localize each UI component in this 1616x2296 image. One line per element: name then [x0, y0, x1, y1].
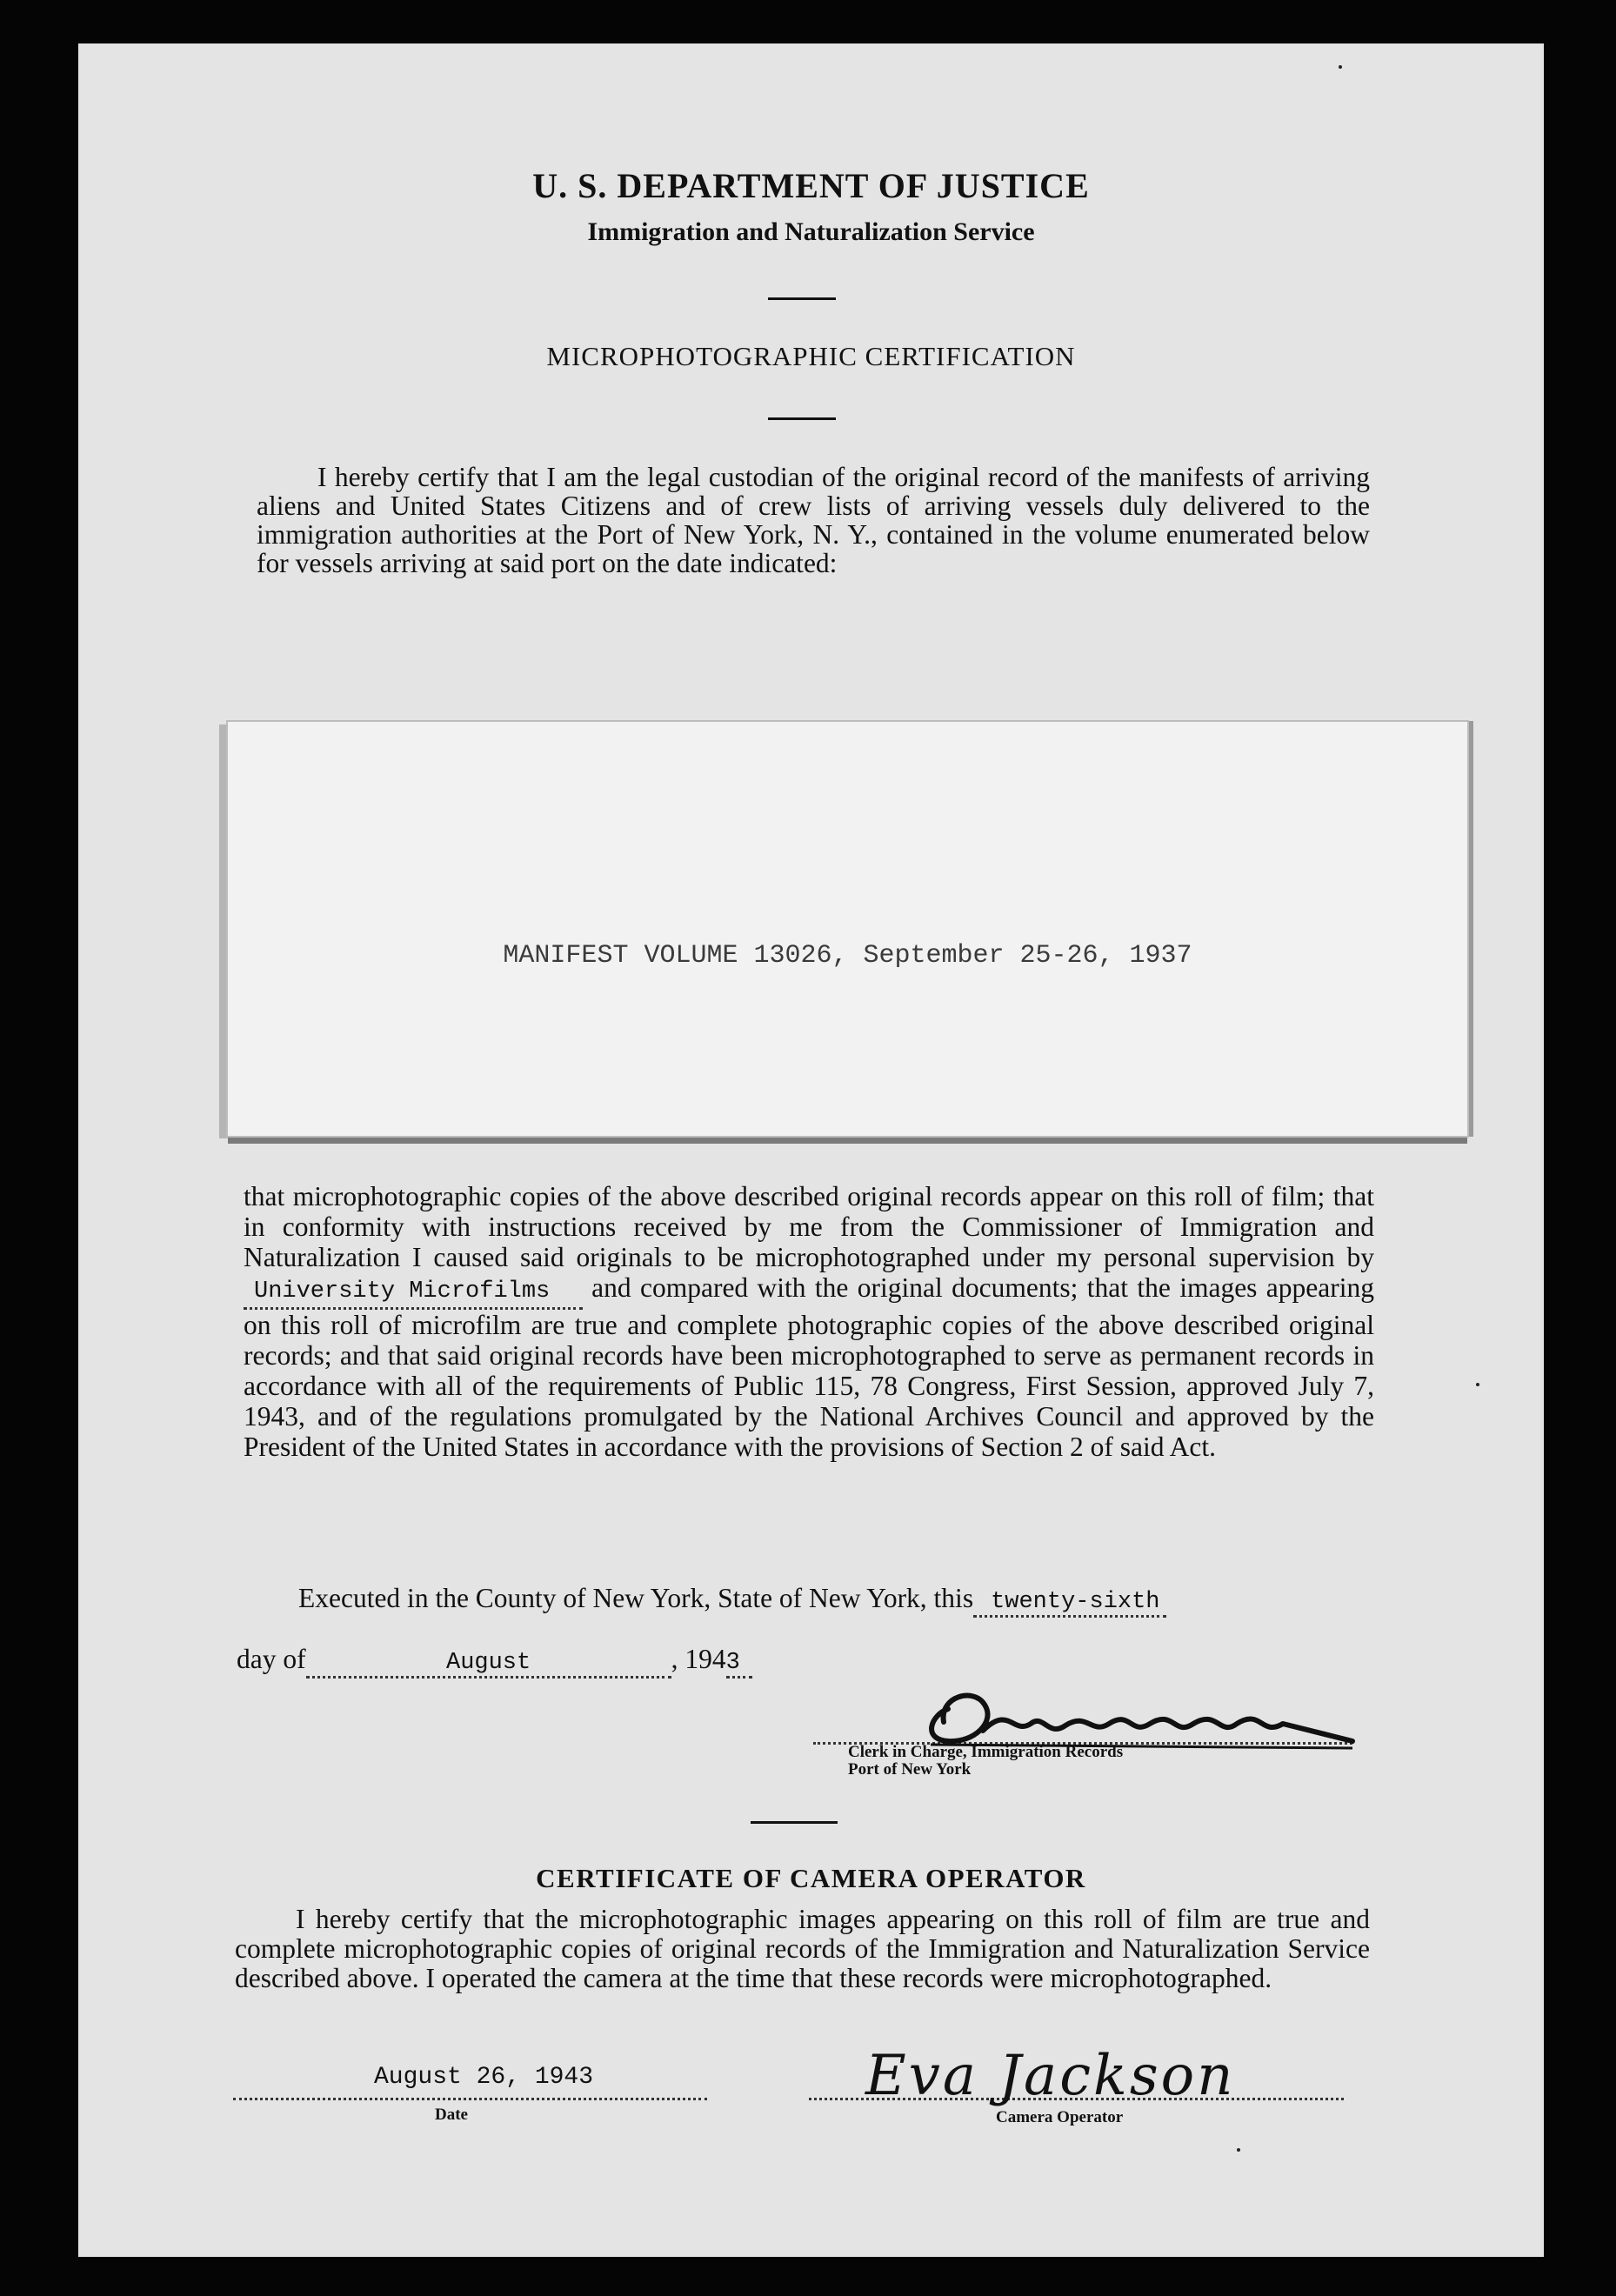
title-divider	[768, 417, 836, 420]
custodian-paragraph: I hereby certify that I am the legal custodian of the original record of the manifests of arriving aliens and United States Citizens and of crew lists of arriving vessels duly delivered to the immigration authorities at the Port of New York, N. Y., contained in the volume enumerated below for vessels arriving at said port on the date indicated:	[257, 462, 1370, 578]
camera-operator-heading: CERTIFICATE OF CAMERA OPERATOR	[536, 1863, 1086, 1893]
film-speck	[1339, 65, 1342, 69]
pasted-volume-slip	[226, 720, 1469, 1138]
date-label: Date	[435, 2106, 468, 2124]
certification-title: MICROPHOTOGRAPHIC CERTIFICATION	[546, 341, 1076, 371]
executed-text: Executed in the County of New York, State of New York, this	[298, 1583, 974, 1613]
film-speck	[1476, 1383, 1479, 1386]
clerk-location: Port of New York	[848, 1760, 972, 1779]
date-line	[237, 1644, 752, 1679]
department-title: U. S. DEPARTMENT OF JUSTICE	[532, 166, 1090, 205]
day-of-text: day of	[237, 1644, 306, 1674]
certification-body-part2: and compared with the original documents; that the images appearing on this roll of microfilm are true and complete photographic copies of the above described original records; and that said original records have been microphotographed to serve as permanent records in accordance with all of the requirements of Public 115, 78 Congress, First Session, approved July 7, 1943, and of the regulations promulgated by the National Archives Council and approved by the President of the United States in accordance with the provisions of Section 2 of said Act.	[244, 1272, 1374, 1462]
camera-operator-label: Camera Operator	[996, 2108, 1124, 2126]
certification-body	[244, 1181, 1374, 1462]
header-divider	[768, 297, 836, 300]
operator-signature: Eva Jackson	[865, 2044, 1236, 2108]
section-divider	[751, 1821, 838, 1824]
camera-operator-paragraph: I hereby certify that the microphotographic images appearing on this roll of film are true and complete microphotographic copies of original records of the Immigration and Naturalization Service described above. I operated the camera at the time that these records were microphotographed.	[235, 1904, 1370, 1993]
operator-date-value: August 26, 1943	[374, 2064, 594, 2091]
year-field	[726, 1644, 752, 1679]
photographed-by-value: University Microfilms	[254, 1278, 551, 1305]
month-value: August	[446, 1650, 531, 1676]
year-prefix: , 194	[671, 1644, 726, 1674]
film-speck	[1237, 2148, 1240, 2152]
manifest-volume-label: MANIFEST VOLUME 13026, September 25-26, 1937	[503, 941, 1192, 971]
day-field	[973, 1583, 1166, 1618]
month-field	[306, 1644, 671, 1679]
day-value: twenty-sixth	[991, 1589, 1160, 1615]
service-subtitle: Immigration and Naturalization Service	[587, 217, 1035, 246]
certificate-document	[78, 43, 1544, 2257]
date-signature-line	[233, 2098, 707, 2100]
executed-line	[298, 1583, 1166, 1618]
year-suffix: 3	[725, 1650, 740, 1676]
photographed-by-field	[244, 1272, 583, 1310]
clerk-title: Clerk in Charge, Immigration Records	[848, 1743, 1124, 1761]
certification-body-part1: that microphotographic copies of the above described original records appear on this roll of film; that in conformity with instructions received by me from the Commissioner of Immigration and Naturalization I caused said originals to be microphotographed under my personal supervision by	[244, 1181, 1374, 1272]
